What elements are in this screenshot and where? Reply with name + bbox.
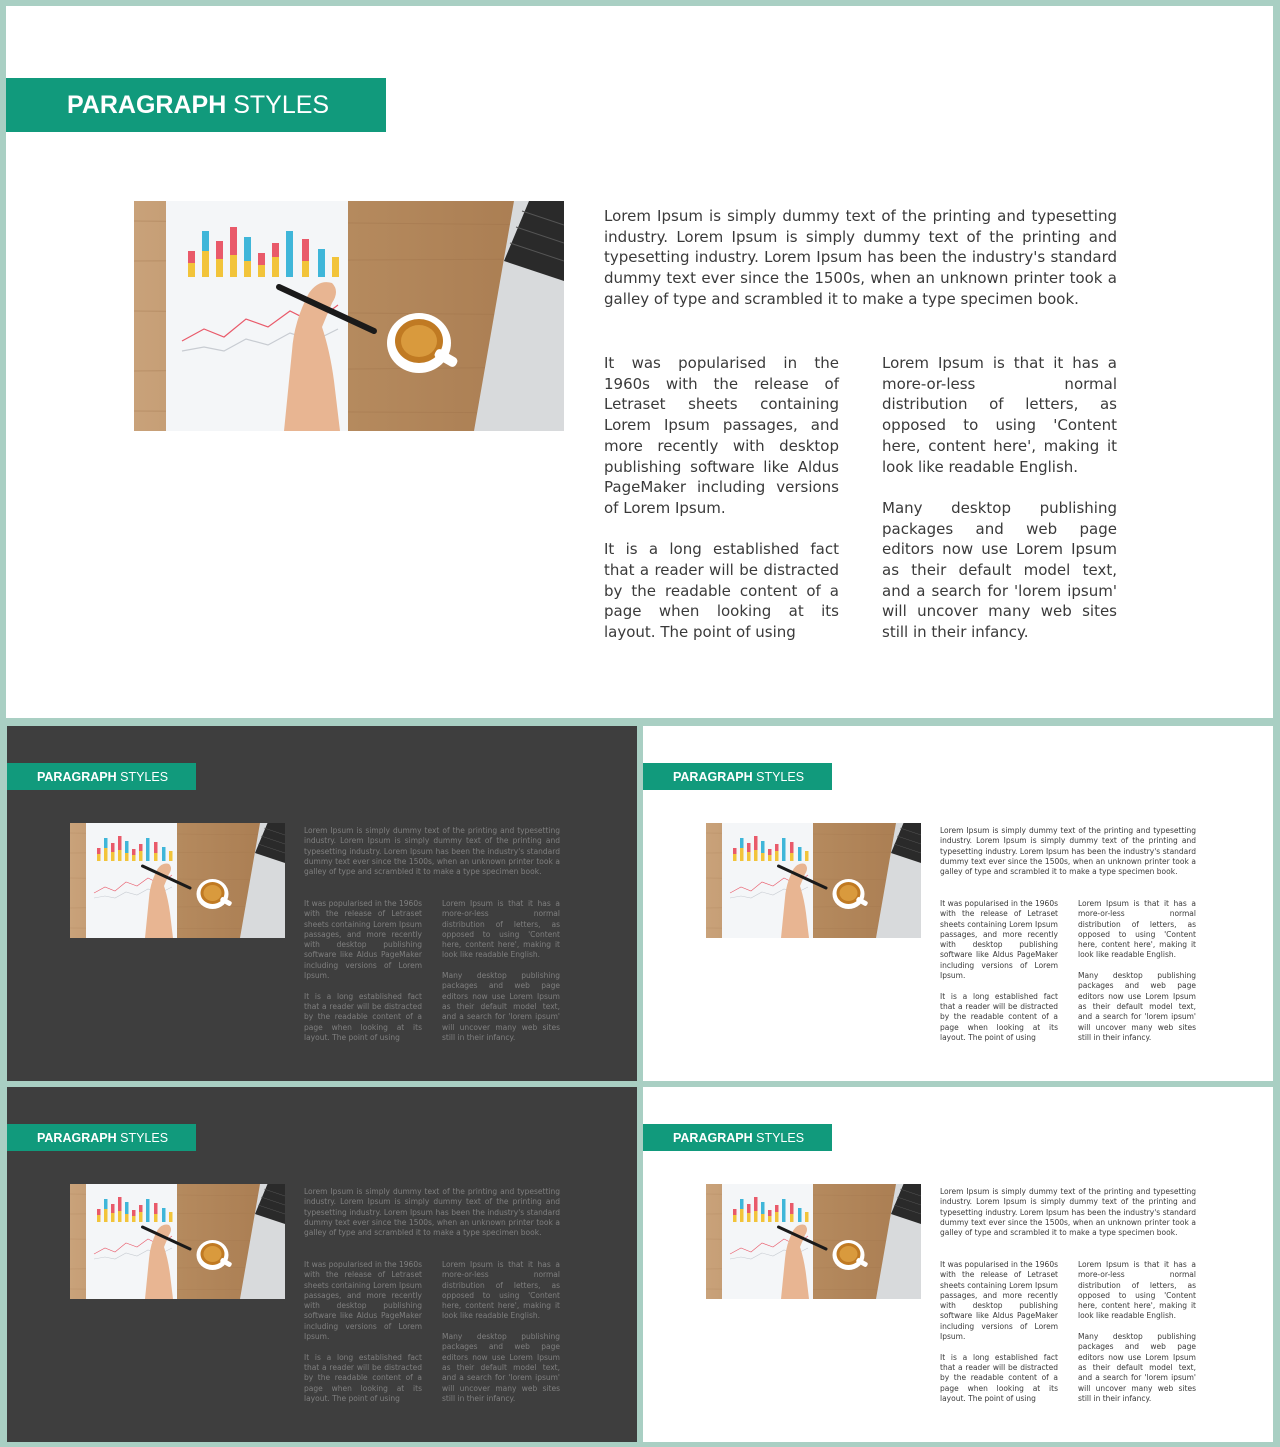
right-column-paragraph-2: Many desktop publishing packages and web page editors now use Lorem Ipsum as their default model text, and a search for 'lorem ipsum' will uncover many web sites still in their infancy. xyxy=(1078,1332,1196,1403)
right-column xyxy=(442,899,560,1043)
left-column-paragraph-1: It was popularised in the 1960s with the release of Letraset sheets containing Lorem Ipsum passages, and more recently with desktop publishing software like Aldus PageMaker including versions of Lorem Ipsum. xyxy=(304,1260,422,1342)
right-column-paragraph-1: Lorem Ipsum is that it has a more-or-less normal distribution of letters, as opposed to using 'Content here, content here', making it look like readable English. xyxy=(1078,1260,1196,1321)
desk-photo-illustration xyxy=(706,823,921,938)
intro-paragraph: Lorem Ipsum is simply dummy text of the printing and typesetting industry. Lorem Ipsum is simply dummy text of the printing and typesetting industry. Lorem Ipsum has been the industry's standard dummy text ever since the 1500s, when an unknown printer took a galley of type and scrambled it to make a type specimen book. xyxy=(304,1187,560,1238)
left-column-paragraph-2: It is a long established fact that a reader will be distracted by the readable content of a page when looking at its layout. The point of using xyxy=(304,1352,422,1403)
desk-photo-illustration xyxy=(134,201,564,431)
slide-title-banner xyxy=(7,1124,196,1151)
right-column-paragraph-2: Many desktop publishing packages and web page editors now use Lorem Ipsum as their default model text, and a search for 'lorem ipsum' will uncover many web sites still in their infancy. xyxy=(442,1332,560,1403)
title-bold: PARAGRAPH xyxy=(673,769,753,784)
left-column xyxy=(940,1260,1058,1404)
title-thin: STYLES xyxy=(233,90,330,119)
right-column-paragraph-1: Lorem Ipsum is that it has a more-or-less normal distribution of letters, as opposed to using 'Content here, content here', making it look like readable English. xyxy=(442,899,560,960)
right-column-paragraph-1: Lorem Ipsum is that it has a more-or-less normal distribution of letters, as opposed to using 'Content here, content here', making it look like readable English. xyxy=(882,354,1117,476)
desk-photo xyxy=(134,201,564,431)
title-thin: STYLES xyxy=(756,769,805,784)
right-column xyxy=(1078,1260,1196,1404)
title-bold: PARAGRAPH xyxy=(37,1130,117,1145)
right-column-paragraph-2: Many desktop publishing packages and web page editors now use Lorem Ipsum as their default model text, and a search for 'lorem ipsum' will uncover many web sites still in their infancy. xyxy=(882,498,1117,642)
desk-photo-illustration xyxy=(70,1184,285,1299)
left-column xyxy=(940,899,1058,1043)
thumbnail-slide-dark-2[interactable] xyxy=(7,1087,637,1442)
desk-photo xyxy=(706,823,921,938)
title-thin: STYLES xyxy=(120,1130,169,1145)
desk-photo xyxy=(70,823,285,938)
left-column xyxy=(604,353,839,643)
desk-photo xyxy=(706,1184,921,1299)
right-column xyxy=(882,353,1117,643)
left-column xyxy=(304,1260,422,1404)
desk-photo-illustration xyxy=(70,823,285,938)
thumbnail-slide-light-1[interactable] xyxy=(643,726,1273,1081)
right-column-paragraph-2: Many desktop publishing packages and web page editors now use Lorem Ipsum as their default model text, and a search for 'lorem ipsum' will uncover many web sites still in their infancy. xyxy=(442,971,560,1042)
desk-photo xyxy=(70,1184,285,1299)
left-column-paragraph-2: It is a long established fact that a reader will be distracted by the readable content of a page when looking at its layout. The point of using xyxy=(304,991,422,1042)
right-column-paragraph-1: Lorem Ipsum is that it has a more-or-less normal distribution of letters, as opposed to using 'Content here, content here', making it look like readable English. xyxy=(442,1260,560,1321)
title-thin: STYLES xyxy=(756,1130,805,1145)
left-column xyxy=(304,899,422,1043)
slide-title-banner xyxy=(6,78,386,132)
left-column-paragraph-1: It was popularised in the 1960s with the release of Letraset sheets containing Lorem Ipsum passages, and more recently with desktop publishing software like Aldus PageMaker including versions of Lorem Ipsum. xyxy=(940,1260,1058,1342)
left-column-paragraph-2: It is a long established fact that a reader will be distracted by the readable content of a page when looking at its layout. The point of using xyxy=(940,991,1058,1042)
right-column xyxy=(1078,899,1196,1043)
slide-title-banner xyxy=(643,763,832,790)
right-column-paragraph-2: Many desktop publishing packages and web page editors now use Lorem Ipsum as their default model text, and a search for 'lorem ipsum' will uncover many web sites still in their infancy. xyxy=(1078,971,1196,1042)
intro-paragraph: Lorem Ipsum is simply dummy text of the printing and typesetting industry. Lorem Ipsum is simply dummy text of the printing and typesetting industry. Lorem Ipsum has been the industry's standard dummy text ever since the 1500s, when an unknown printer took a galley of type and scrambled it to make a type specimen book. xyxy=(940,1187,1196,1238)
title-thin: STYLES xyxy=(120,769,169,784)
intro-paragraph: Lorem Ipsum is simply dummy text of the printing and typesetting industry. Lorem Ipsum is simply dummy text of the printing and typesetting industry. Lorem Ipsum has been the industry's standard dummy text ever since the 1500s, when an unknown printer took a galley of type and scrambled it to make a type specimen book. xyxy=(304,826,560,877)
intro-paragraph: Lorem Ipsum is simply dummy text of the printing and typesetting industry. Lorem Ipsum is simply dummy text of the printing and typesetting industry. Lorem Ipsum has been the industry's standard dummy text ever since the 1500s, when an unknown printer took a galley of type and scrambled it to make a type specimen book. xyxy=(604,207,1117,308)
title-bold: PARAGRAPH xyxy=(37,769,117,784)
main-slide[interactable] xyxy=(6,6,1273,718)
left-column-paragraph-1: It was popularised in the 1960s with the release of Letraset sheets containing Lorem Ipsum passages, and more recently with desktop publishing software like Aldus PageMaker including versions of Lorem Ipsum. xyxy=(940,899,1058,981)
title-bold: PARAGRAPH xyxy=(673,1130,753,1145)
slide-title-banner xyxy=(643,1124,832,1151)
desk-photo-illustration xyxy=(706,1184,921,1299)
slide-title-banner xyxy=(7,763,196,790)
thumbnail-slide-dark-1[interactable] xyxy=(7,726,637,1081)
left-column-paragraph-1: It was popularised in the 1960s with the release of Letraset sheets containing Lorem Ipsum passages, and more recently with desktop publishing software like Aldus PageMaker including versions of Lorem Ipsum. xyxy=(604,354,839,517)
left-column-paragraph-2: It is a long established fact that a reader will be distracted by the readable content of a page when looking at its layout. The point of using xyxy=(604,540,839,642)
right-column-paragraph-1: Lorem Ipsum is that it has a more-or-less normal distribution of letters, as opposed to using 'Content here, content here', making it look like readable English. xyxy=(1078,899,1196,960)
title-bold: PARAGRAPH xyxy=(67,90,227,119)
intro-paragraph: Lorem Ipsum is simply dummy text of the printing and typesetting industry. Lorem Ipsum is simply dummy text of the printing and typesetting industry. Lorem Ipsum has been the industry's standard dummy text ever since the 1500s, when an unknown printer took a galley of type and scrambled it to make a type specimen book. xyxy=(940,826,1196,877)
left-column-paragraph-2: It is a long established fact that a reader will be distracted by the readable content of a page when looking at its layout. The point of using xyxy=(940,1352,1058,1403)
right-column xyxy=(442,1260,560,1404)
thumbnail-slide-light-2[interactable] xyxy=(643,1087,1273,1442)
left-column-paragraph-1: It was popularised in the 1960s with the release of Letraset sheets containing Lorem Ipsum passages, and more recently with desktop publishing software like Aldus PageMaker including versions of Lorem Ipsum. xyxy=(304,899,422,981)
